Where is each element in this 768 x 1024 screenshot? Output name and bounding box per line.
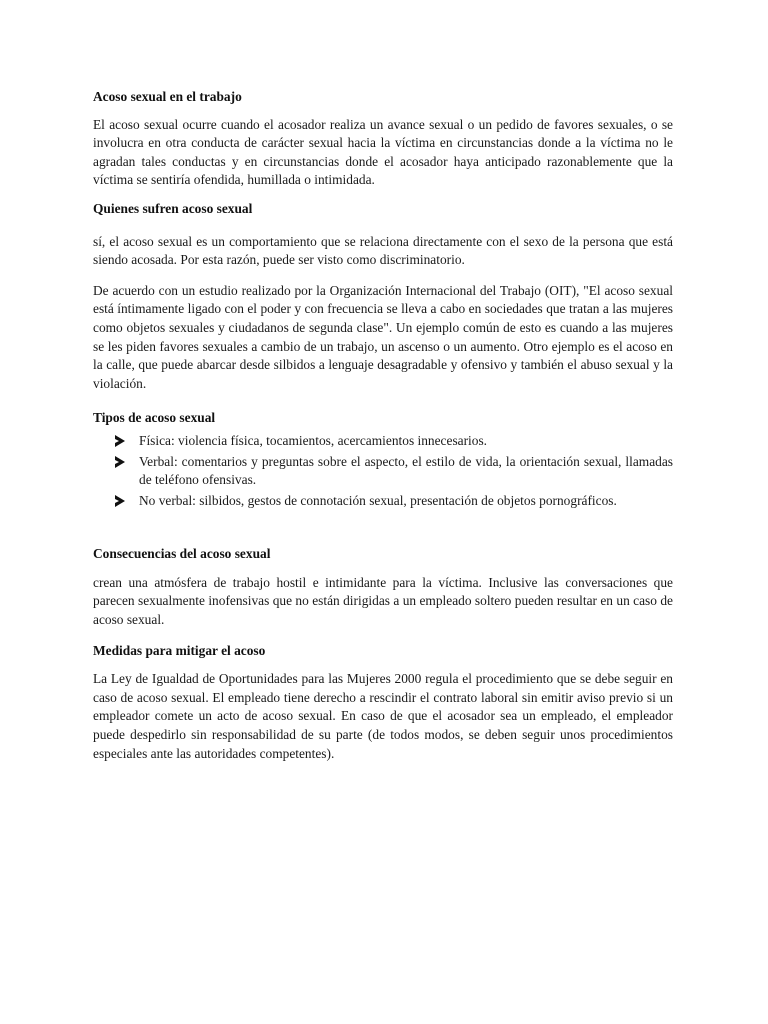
- section-medidas-mitigar: [93, 642, 673, 764]
- list-item: [93, 453, 673, 490]
- bullet-list: [93, 432, 673, 510]
- list-item-text: Física: violencia física, tocamientos, acercamientos innecesarios.: [139, 432, 488, 448]
- list-item: [93, 432, 673, 451]
- body-paragraph: sí, el acoso sexual es un comportamiento que se relaciona directamente con el sexo de la persona que está siendo acosada. Por esta razón, puede ser visto como discriminatorio.: [93, 233, 673, 268]
- section-tipos-acoso: [93, 409, 673, 510]
- section-heading: Medidas para mitigar el acoso: [93, 642, 266, 658]
- arrowhead-bullet-icon: [115, 456, 125, 468]
- list-item-text: Verbal: comentarios y preguntas sobre el aspecto, el estilo de vida, la orientación sexual, llamadas de teléfono ofensivas.: [139, 453, 673, 488]
- section-heading: Quienes sufren acoso sexual: [93, 200, 253, 216]
- section-quienes-sufren: [93, 200, 673, 393]
- section-heading: Acoso sexual en el trabajo: [93, 89, 242, 104]
- section-consecuencias: [93, 545, 673, 629]
- body-paragraph: De acuerdo con un estudio realizado por la Organización Internacional del Trabajo (OIT), "El acoso sexual está íntimamente ligado con el poder y con frecuencia se lleva a cabo en sociedades que tratan a las mujeres como objetos sexuales y ciudadanos de segunda clase". Un ejemplo común de esto es cuando a las mujeres se les piden favores sexuales a cambio de un trabajo, un ascenso o un aumento. Otro ejemplo es el acoso en la calle, que puede abarcar desde silbidos a lenguaje desagradable y ofensivo y también el abuso sexual y la violación.: [93, 282, 673, 391]
- list-item: [93, 492, 673, 511]
- section-heading: Tipos de acoso sexual: [93, 410, 216, 426]
- arrowhead-bullet-icon: [115, 435, 125, 447]
- arrowhead-bullet-icon: [115, 495, 125, 507]
- section-heading: Consecuencias del acoso sexual: [93, 546, 271, 562]
- body-paragraph: La Ley de Igualdad de Oportunidades para las Mujeres 2000 regula el procedimiento que se debe seguir en caso de acoso sexual. El empleado tiene derecho a rescindir el contrato laboral sin emitir aviso previo si un empleador comete un acto de acoso sexual. En caso de que el acosador sea un empleado, el empleador puede despedirlo sin responsabilidad de su parte (de todos modos, se deben seguir unos procedimientos especiales ante las autoridades competentes).: [93, 671, 673, 761]
- body-paragraph: El acoso sexual ocurre cuando el acosador realiza un avance sexual o un pedido de favores sexuales, o se involucra en otra conducta de carácter sexual hacia la víctima en circunstancias donde a la víctima no le agradan tales conductas y en circunstancias donde el acosador haya anticipado razonablemente que la víctima se sentiría ofendida, humillada o intimidada.: [93, 116, 673, 188]
- section-acoso-sexual-trabajo: [93, 88, 673, 190]
- body-paragraph: crean una atmósfera de trabajo hostil e intimidante para la víctima. Inclusive las conversaciones que parecen sexualmente inofensivas que no están dirigidas a un empleado soltero pueden resultar en un caso de acoso sexual.: [93, 574, 673, 628]
- document-page: [93, 88, 673, 763]
- list-item-text: No verbal: silbidos, gestos de connotación sexual, presentación de objetos pornográficos.: [139, 492, 617, 508]
